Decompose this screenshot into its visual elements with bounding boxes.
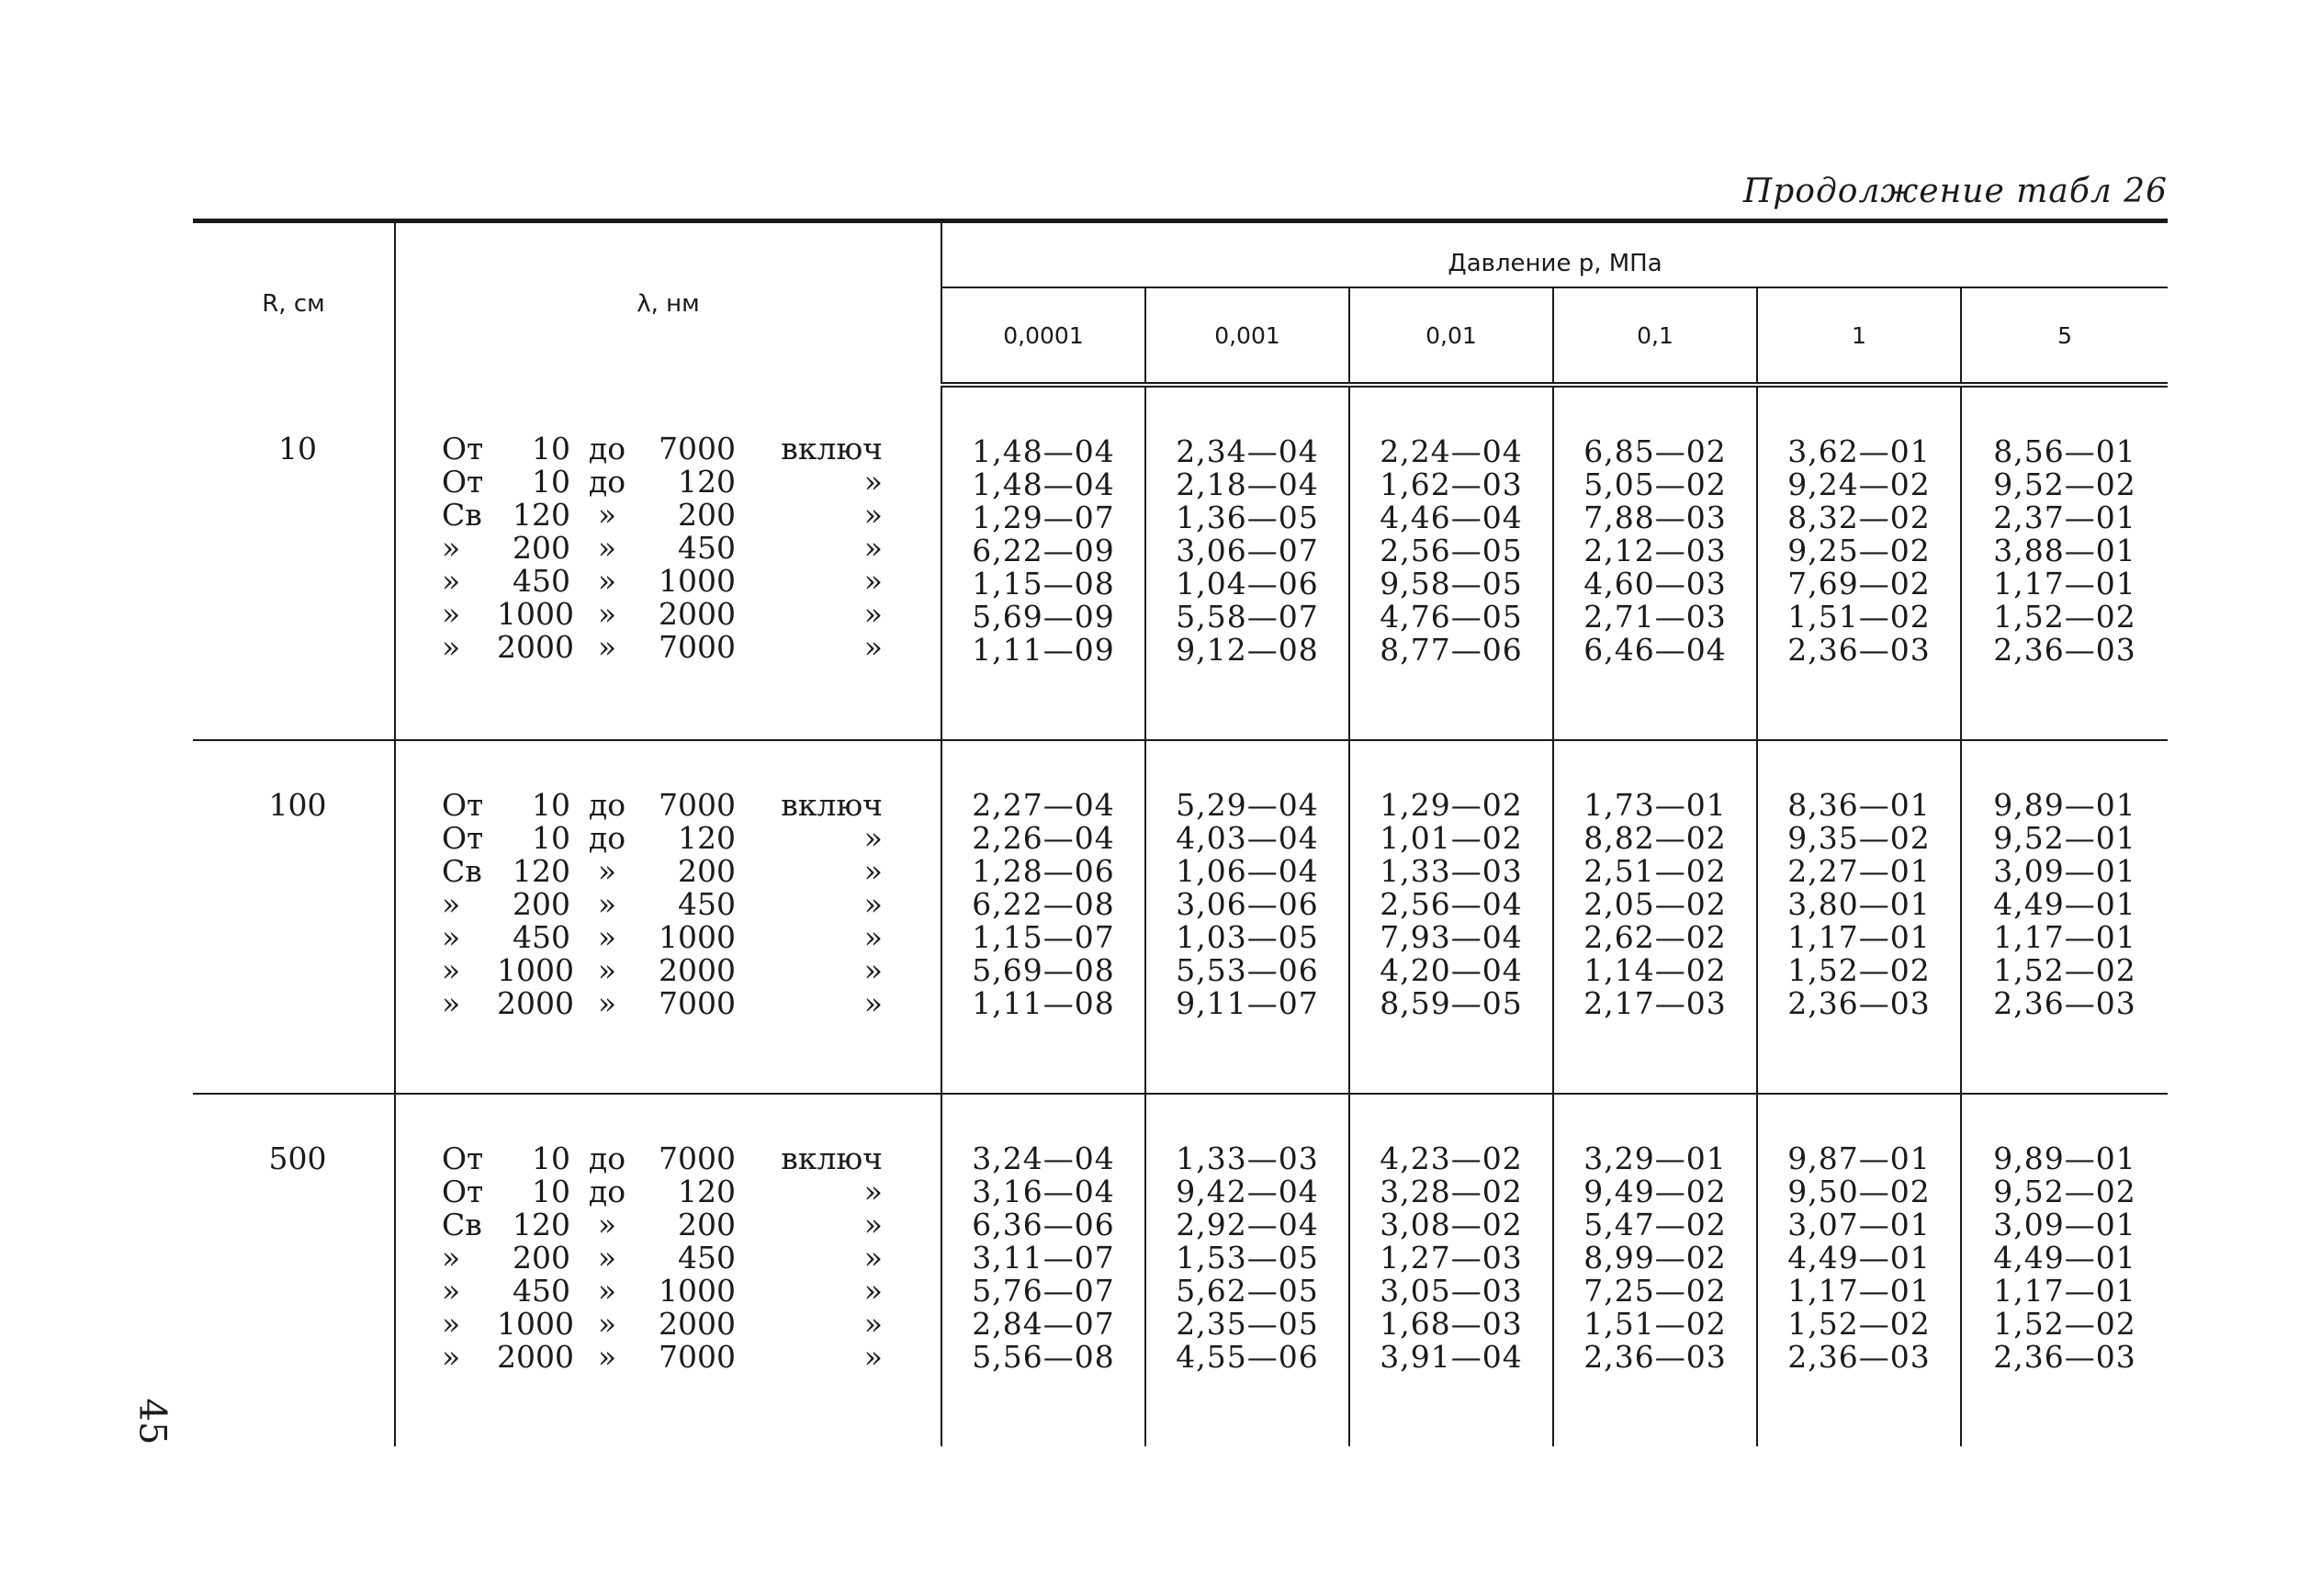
value: 1,33—03 bbox=[1176, 1141, 1319, 1176]
wavelength-from: 450 bbox=[513, 919, 570, 955]
wavelength-to: 1000 bbox=[659, 563, 736, 599]
wavelength-sep: » bbox=[597, 853, 617, 889]
wavelength-suf: » bbox=[863, 1174, 883, 1209]
wavelength-suf: » bbox=[863, 563, 883, 599]
wavelength-to: 7000 bbox=[659, 1141, 736, 1176]
value: 5,56—08 bbox=[972, 1339, 1115, 1375]
wavelength-to: 120 bbox=[678, 820, 736, 856]
wavelength-suf: включ bbox=[781, 1141, 883, 1176]
value: 6,22—08 bbox=[972, 886, 1115, 922]
value-cell bbox=[1553, 1094, 1757, 1446]
value: 1,52—02 bbox=[1993, 599, 2136, 635]
wavelength-to: 450 bbox=[678, 530, 736, 566]
value: 9,24—02 bbox=[1787, 466, 1931, 502]
wavelength-to: 1000 bbox=[659, 919, 736, 955]
value: 3,05—03 bbox=[1380, 1273, 1523, 1309]
value: 2,24—04 bbox=[1380, 433, 1523, 469]
wavelength-pre: » bbox=[442, 886, 461, 922]
value: 3,28—02 bbox=[1380, 1174, 1523, 1209]
wavelength-range bbox=[442, 433, 940, 466]
value: 1,29—07 bbox=[972, 500, 1115, 535]
wavelength-range bbox=[442, 466, 940, 499]
wavelength-pre: » bbox=[442, 530, 461, 566]
wavelength-range bbox=[442, 565, 940, 598]
wavelength-sep: » bbox=[597, 919, 617, 955]
wavelength-to: 7000 bbox=[659, 787, 736, 823]
wavelength-pre: » bbox=[442, 1339, 461, 1375]
wavelength-suf: » bbox=[863, 530, 883, 566]
value-cell bbox=[1145, 385, 1349, 740]
table-row bbox=[193, 385, 2168, 740]
value: 1,15—07 bbox=[972, 919, 1115, 955]
wavelength-to: 7000 bbox=[659, 985, 736, 1021]
value: 2,35—05 bbox=[1176, 1306, 1319, 1342]
value: 1,29—02 bbox=[1380, 787, 1523, 823]
value: 4,55—06 bbox=[1176, 1339, 1319, 1375]
wavelength-pre: От bbox=[442, 820, 484, 856]
wavelength-range bbox=[442, 789, 940, 822]
value: 6,22—09 bbox=[972, 533, 1115, 568]
value: 2,05—02 bbox=[1583, 886, 1727, 922]
wavelength-suf: » bbox=[863, 1207, 883, 1242]
wavelength-from: 2000 bbox=[497, 985, 574, 1021]
value: 2,27—01 bbox=[1787, 853, 1931, 889]
wavelength-pre: От bbox=[442, 787, 484, 823]
wavelength-pre: » bbox=[442, 1273, 461, 1309]
value: 2,18—04 bbox=[1176, 466, 1319, 502]
wavelength-from: 450 bbox=[513, 1273, 570, 1309]
value: 5,69—09 bbox=[972, 599, 1115, 635]
value-cell bbox=[1961, 740, 2168, 1094]
wavelength-range bbox=[442, 1175, 940, 1208]
value: 5,29—04 bbox=[1176, 787, 1319, 823]
value-cell bbox=[1553, 740, 1757, 1094]
value-cell bbox=[1757, 385, 1961, 740]
wavelength-pre: Св bbox=[442, 853, 482, 889]
wavelength-range bbox=[442, 499, 940, 532]
value-cell bbox=[1961, 385, 2168, 740]
radius-cell: 10 bbox=[193, 385, 395, 740]
wavelength-range bbox=[442, 1341, 940, 1374]
value-cell bbox=[941, 1094, 1145, 1446]
value: 3,16—04 bbox=[972, 1174, 1115, 1209]
wavelength-sep: » bbox=[597, 985, 617, 1021]
value: 1,33—03 bbox=[1380, 853, 1523, 889]
value: 8,59—05 bbox=[1380, 985, 1523, 1021]
wavelength-pre: » bbox=[442, 919, 461, 955]
wavelength-suf: » bbox=[863, 919, 883, 955]
radius-cell: 500 bbox=[268, 1141, 327, 1176]
value-cell bbox=[1145, 1094, 1349, 1446]
value: 1,17—01 bbox=[1787, 919, 1931, 955]
wavelength-to: 2000 bbox=[659, 1306, 736, 1342]
wavelength-range bbox=[442, 1208, 940, 1242]
value: 1,48—04 bbox=[972, 433, 1115, 469]
wavelength-from: 10 bbox=[532, 464, 570, 500]
header-pressure: 5 bbox=[1961, 287, 2168, 385]
value: 8,99—02 bbox=[1583, 1240, 1727, 1276]
value: 4,60—03 bbox=[1583, 566, 1727, 601]
wavelength-suf: » bbox=[863, 1306, 883, 1342]
value: 5,62—05 bbox=[1176, 1273, 1319, 1309]
value: 9,49—02 bbox=[1583, 1174, 1727, 1209]
wavelength-range bbox=[442, 888, 940, 921]
wavelength-sep: до bbox=[588, 1174, 626, 1209]
value: 1,51—02 bbox=[1583, 1306, 1727, 1342]
value: 9,25—02 bbox=[1787, 533, 1931, 568]
value: 5,69—08 bbox=[972, 952, 1115, 988]
wavelength-pre: » bbox=[442, 952, 461, 988]
value: 4,23—02 bbox=[1380, 1141, 1523, 1176]
value: 2,37—01 bbox=[1993, 500, 2136, 535]
table-body bbox=[193, 385, 2168, 1446]
value: 8,77—06 bbox=[1380, 632, 1523, 668]
header-r: R, см bbox=[193, 221, 395, 386]
value: 3,08—02 bbox=[1380, 1207, 1523, 1242]
wavelength-to: 450 bbox=[678, 886, 736, 922]
value: 2,92—04 bbox=[1176, 1207, 1319, 1242]
value: 2,27—04 bbox=[972, 787, 1115, 823]
wavelength-from: 200 bbox=[513, 886, 570, 922]
value-cell bbox=[1145, 740, 1349, 1094]
wavelength-range bbox=[442, 1275, 940, 1308]
value: 9,12—08 bbox=[1176, 632, 1319, 668]
wavelength-from: 10 bbox=[532, 1174, 570, 1209]
value: 9,11—07 bbox=[1176, 985, 1319, 1021]
wavelength-from: 10 bbox=[532, 787, 570, 823]
wavelength-from: 10 bbox=[532, 431, 570, 466]
wavelength-from: 120 bbox=[513, 1207, 570, 1242]
value: 1,06—04 bbox=[1176, 853, 1319, 889]
value-cell bbox=[1961, 1094, 2168, 1446]
wavelength-to: 200 bbox=[678, 497, 736, 533]
value: 4,46—04 bbox=[1380, 500, 1523, 535]
page-number: 45 bbox=[130, 1398, 174, 1445]
value: 2,56—04 bbox=[1380, 886, 1523, 922]
value: 2,56—05 bbox=[1380, 533, 1523, 568]
wavelength-suf: » bbox=[863, 952, 883, 988]
wavelength-sep: » bbox=[597, 952, 617, 988]
wavelength-range bbox=[442, 532, 940, 565]
header-pressure: 0,1 bbox=[1553, 287, 1757, 385]
value: 6,36—06 bbox=[972, 1207, 1115, 1242]
value: 3,29—01 bbox=[1583, 1141, 1727, 1176]
value: 3,88—01 bbox=[1993, 533, 2136, 568]
wavelength-sep: до bbox=[588, 787, 626, 823]
wavelength-range-cell bbox=[395, 385, 941, 740]
wavelength-to: 120 bbox=[678, 1174, 736, 1209]
value: 1,73—01 bbox=[1583, 787, 1727, 823]
value: 3,09—01 bbox=[1993, 1207, 2136, 1242]
wavelength-to: 450 bbox=[678, 1240, 736, 1276]
value: 1,14—02 bbox=[1583, 952, 1727, 988]
value: 1,11—09 bbox=[972, 632, 1115, 668]
value: 5,53—06 bbox=[1176, 952, 1319, 988]
value: 5,05—02 bbox=[1583, 466, 1727, 502]
value: 1,68—03 bbox=[1380, 1306, 1523, 1342]
value: 3,07—01 bbox=[1787, 1207, 1931, 1242]
value: 1,17—01 bbox=[1993, 566, 2136, 601]
value-cell bbox=[1757, 740, 1961, 1094]
value: 3,24—04 bbox=[972, 1141, 1115, 1176]
value: 1,52—02 bbox=[1787, 952, 1931, 988]
value: 2,36—03 bbox=[1583, 1339, 1727, 1375]
value: 2,36—03 bbox=[1787, 632, 1931, 668]
value: 9,52—02 bbox=[1993, 466, 2136, 502]
wavelength-pre: » bbox=[442, 629, 461, 665]
wavelength-range bbox=[442, 1142, 940, 1175]
wavelength-pre: » bbox=[442, 563, 461, 599]
wavelength-suf: » bbox=[863, 497, 883, 533]
wavelength-range bbox=[442, 987, 940, 1020]
wavelength-sep: до bbox=[588, 431, 626, 466]
value-cell bbox=[1757, 1094, 1961, 1446]
value: 3,91—04 bbox=[1380, 1339, 1523, 1375]
radius-cell: 100 bbox=[193, 740, 395, 1094]
header-pressure: 0,0001 bbox=[941, 287, 1145, 385]
wavelength-from: 1000 bbox=[497, 596, 574, 632]
value-cell bbox=[1349, 1094, 1553, 1446]
value-cell bbox=[1553, 385, 1757, 740]
wavelength-sep: » bbox=[597, 563, 617, 599]
wavelength-from: 2000 bbox=[497, 1339, 574, 1375]
value: 2,36—03 bbox=[1787, 1339, 1931, 1375]
value: 4,76—05 bbox=[1380, 599, 1523, 635]
wavelength-sep: » bbox=[597, 1207, 617, 1242]
wavelength-sep: » bbox=[597, 497, 617, 533]
value: 4,49—01 bbox=[1993, 1240, 2136, 1276]
value: 9,89—01 bbox=[1993, 787, 2136, 823]
wavelength-sep: до bbox=[588, 1141, 626, 1176]
value: 3,09—01 bbox=[1993, 853, 2136, 889]
value: 9,52—02 bbox=[1993, 1174, 2136, 1209]
value: 9,50—02 bbox=[1787, 1174, 1931, 1209]
wavelength-range bbox=[442, 855, 940, 888]
value: 4,49—01 bbox=[1993, 886, 2136, 922]
table-caption: Продолжение табл 26 bbox=[1742, 173, 2168, 210]
wavelength-suf: » bbox=[863, 853, 883, 889]
wavelength-range bbox=[442, 631, 940, 664]
wavelength-to: 7000 bbox=[659, 629, 736, 665]
wavelength-suf: » bbox=[863, 464, 883, 500]
wavelength-range-cell bbox=[395, 740, 941, 1094]
header-lambda: λ, нм bbox=[395, 221, 941, 386]
value-cell bbox=[941, 740, 1145, 1094]
wavelength-sep: » bbox=[597, 629, 617, 665]
value: 3,80—01 bbox=[1787, 886, 1931, 922]
value: 2,71—03 bbox=[1583, 599, 1727, 635]
value: 5,58—07 bbox=[1176, 599, 1319, 635]
wavelength-suf: » bbox=[863, 596, 883, 632]
wavelength-pre: От bbox=[442, 1174, 484, 1209]
wavelength-to: 1000 bbox=[659, 1273, 736, 1309]
value: 2,26—04 bbox=[972, 820, 1115, 856]
wavelength-from: 2000 bbox=[497, 629, 574, 665]
value: 2,17—03 bbox=[1583, 985, 1727, 1021]
table-row bbox=[193, 740, 2168, 1094]
wavelength-from: 10 bbox=[532, 820, 570, 856]
value: 2,34—04 bbox=[1176, 433, 1319, 469]
value: 3,06—06 bbox=[1176, 886, 1319, 922]
value: 1,36—05 bbox=[1176, 500, 1319, 535]
value: 1,52—02 bbox=[1787, 1306, 1931, 1342]
table-row bbox=[193, 1094, 2168, 1446]
value: 1,04—06 bbox=[1176, 566, 1319, 601]
value: 1,48—04 bbox=[972, 466, 1115, 502]
value: 8,32—02 bbox=[1787, 500, 1931, 535]
value: 1,52—02 bbox=[1993, 952, 2136, 988]
value: 6,85—02 bbox=[1583, 433, 1727, 469]
value: 1,62—03 bbox=[1380, 466, 1523, 502]
wavelength-range bbox=[442, 921, 940, 954]
wavelength-range bbox=[442, 822, 940, 855]
wavelength-from: 200 bbox=[513, 1240, 570, 1276]
value: 1,01—02 bbox=[1380, 820, 1523, 856]
value: 2,51—02 bbox=[1583, 853, 1727, 889]
wavelength-pre: » bbox=[442, 985, 461, 1021]
wavelength-from: 1000 bbox=[497, 1306, 574, 1342]
value: 1,17—01 bbox=[1993, 919, 2136, 955]
value: 2,84—07 bbox=[972, 1306, 1115, 1342]
wavelength-suf: включ bbox=[781, 431, 883, 466]
wavelength-suf: » bbox=[863, 629, 883, 665]
value: 3,62—01 bbox=[1787, 433, 1931, 469]
value: 1,28—06 bbox=[972, 853, 1115, 889]
wavelength-range bbox=[442, 954, 940, 987]
wavelength-from: 1000 bbox=[497, 952, 574, 988]
wavelength-suf: » bbox=[863, 1240, 883, 1276]
value: 1,03—05 bbox=[1176, 919, 1319, 955]
value-cell bbox=[941, 385, 1145, 740]
wavelength-to: 120 bbox=[678, 464, 736, 500]
value: 3,06—07 bbox=[1176, 533, 1319, 568]
value: 4,20—04 bbox=[1380, 952, 1523, 988]
wavelength-pre: От bbox=[442, 431, 484, 466]
value: 1,17—01 bbox=[1787, 1273, 1931, 1309]
value: 1,53—05 bbox=[1176, 1240, 1319, 1276]
wavelength-pre: Св bbox=[442, 1207, 482, 1242]
value: 4,03—04 bbox=[1176, 820, 1319, 856]
wavelength-suf: » bbox=[863, 1339, 883, 1375]
wavelength-sep: до bbox=[588, 820, 626, 856]
wavelength-sep: » bbox=[597, 1306, 617, 1342]
header-pressure: 0,001 bbox=[1145, 287, 1349, 385]
value: 7,25—02 bbox=[1583, 1273, 1727, 1309]
value: 2,62—02 bbox=[1583, 919, 1727, 955]
value: 1,27—03 bbox=[1380, 1240, 1523, 1276]
value: 2,36—03 bbox=[1993, 985, 2136, 1021]
wavelength-pre: От bbox=[442, 464, 484, 500]
value: 2,12—03 bbox=[1583, 533, 1727, 568]
header-pressure-group: Давление p, МПа bbox=[941, 221, 2168, 288]
value: 7,88—03 bbox=[1583, 500, 1727, 535]
value: 3,11—07 bbox=[972, 1240, 1115, 1276]
wavelength-sep: » bbox=[597, 1273, 617, 1309]
wavelength-suf: включ bbox=[781, 787, 883, 823]
value: 9,89—01 bbox=[1993, 1141, 2136, 1176]
wavelength-from: 450 bbox=[513, 563, 570, 599]
wavelength-suf: » bbox=[863, 1273, 883, 1309]
value: 8,36—01 bbox=[1787, 787, 1931, 823]
wavelength-range bbox=[442, 1242, 940, 1275]
wavelength-pre: » bbox=[442, 1306, 461, 1342]
value-cell bbox=[1349, 385, 1553, 740]
value-cell bbox=[1349, 740, 1553, 1094]
data-table bbox=[193, 219, 2168, 1446]
value: 1,52—02 bbox=[1993, 1306, 2136, 1342]
wavelength-range bbox=[442, 598, 940, 631]
value: 8,82—02 bbox=[1583, 820, 1727, 856]
value: 9,42—04 bbox=[1176, 1174, 1319, 1209]
value: 4,49—01 bbox=[1787, 1240, 1931, 1276]
value: 5,47—02 bbox=[1583, 1207, 1727, 1242]
value: 8,56—01 bbox=[1993, 433, 2136, 469]
header-pressure: 1 bbox=[1757, 287, 1961, 385]
wavelength-pre: Св bbox=[442, 497, 482, 533]
value: 5,76—07 bbox=[972, 1273, 1115, 1309]
wavelength-to: 200 bbox=[678, 1207, 736, 1242]
value: 2,36—03 bbox=[1993, 1339, 2136, 1375]
wavelength-range bbox=[442, 1308, 940, 1341]
value: 6,46—04 bbox=[1583, 632, 1727, 668]
wavelength-from: 10 bbox=[532, 1141, 570, 1176]
wavelength-to: 200 bbox=[678, 853, 736, 889]
wavelength-from: 120 bbox=[513, 497, 570, 533]
wavelength-from: 200 bbox=[513, 530, 570, 566]
wavelength-suf: » bbox=[863, 886, 883, 922]
value: 7,93—04 bbox=[1380, 919, 1523, 955]
value: 1,15—08 bbox=[972, 566, 1115, 601]
value: 1,17—01 bbox=[1993, 1273, 2136, 1309]
wavelength-sep: » bbox=[597, 1240, 617, 1276]
value: 2,36—03 bbox=[1787, 985, 1931, 1021]
wavelength-suf: » bbox=[863, 820, 883, 856]
wavelength-sep: » bbox=[597, 530, 617, 566]
wavelength-pre: От bbox=[442, 1141, 484, 1176]
wavelength-to: 7000 bbox=[659, 431, 736, 466]
header-pressure: 0,01 bbox=[1349, 287, 1553, 385]
wavelength-sep: » bbox=[597, 596, 617, 632]
wavelength-to: 2000 bbox=[659, 952, 736, 988]
value: 9,87—01 bbox=[1787, 1141, 1931, 1176]
value: 9,35—02 bbox=[1787, 820, 1931, 856]
value: 9,52—01 bbox=[1993, 820, 2136, 856]
wavelength-pre: » bbox=[442, 596, 461, 632]
wavelength-range-cell bbox=[395, 1094, 941, 1446]
wavelength-to: 7000 bbox=[659, 1339, 736, 1375]
wavelength-pre: » bbox=[442, 1240, 461, 1276]
wavelength-from: 120 bbox=[513, 853, 570, 889]
value: 1,51—02 bbox=[1787, 599, 1931, 635]
wavelength-sep: » bbox=[597, 1339, 617, 1375]
wavelength-sep: до bbox=[588, 464, 626, 500]
wavelength-suf: » bbox=[863, 985, 883, 1021]
value: 9,58—05 bbox=[1380, 566, 1523, 601]
wavelength-to: 2000 bbox=[659, 596, 736, 632]
value: 1,11—08 bbox=[972, 985, 1115, 1021]
value: 2,36—03 bbox=[1993, 632, 2136, 668]
wavelength-sep: » bbox=[597, 886, 617, 922]
value: 7,69—02 bbox=[1787, 566, 1931, 601]
